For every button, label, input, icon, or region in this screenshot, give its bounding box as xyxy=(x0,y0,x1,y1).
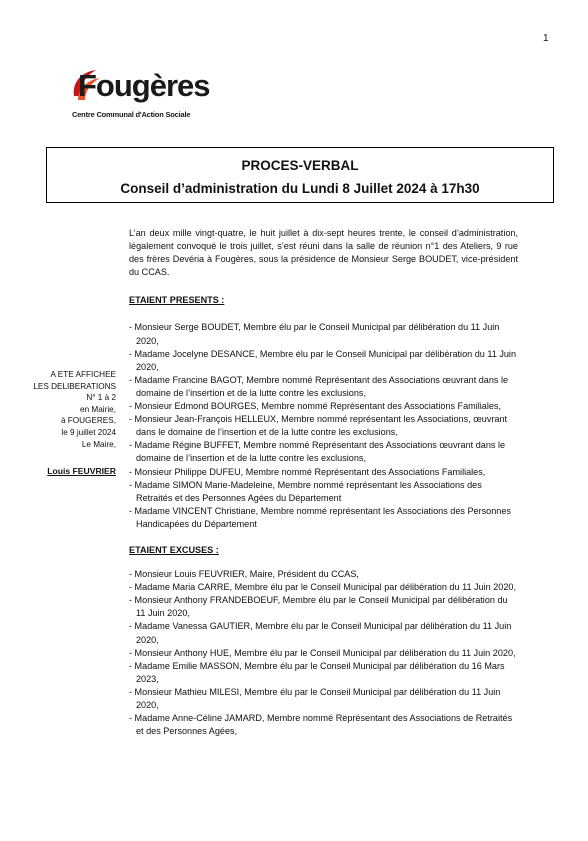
list-item: - Madame Jocelyne DESANCE, Membre élu par le Conseil Municipal par délibération du 11 Juin 2020, xyxy=(129,348,517,372)
list-item: - Madame Maria CARRE, Membre élu par le Conseil Municipal par délibération du 11 Juin 2020, xyxy=(129,582,517,593)
list-item: - Monsieur Mathieu MILESI, Membre élu par le Conseil Municipal par délibération du 11 Juin 2020, xyxy=(129,686,501,710)
list-item: - Monsieur Edmond BOURGES, Membre nommé Représentant des Associations Familiales, xyxy=(129,401,501,412)
list-item: - Monsieur Philippe DUFEU, Membre nommé Représentant des Associations Familiales, xyxy=(129,466,486,477)
excuses-heading: ETAIENT EXCUSES : xyxy=(129,544,219,555)
list-item: - Madame Vanessa GAUTIER, Membre élu par le Conseil Municipal par délibération du 11 Juin 2020, xyxy=(129,621,512,645)
list-item: - Madame Anne-Céline JAMARD, Membre nommé Représentant des Associations de Retraités et des Personnes Agées, xyxy=(129,713,513,737)
document-subtitle: Conseil d’administration du Lundi 8 Juillet 2024 à 17h30 xyxy=(120,181,480,196)
list-item: - Monsieur Anthony FRANDEBOEUF, Membre élu par le Conseil Municipal par délibération du 11 Juin 2020, xyxy=(129,595,508,619)
notice-line: Le Maire, xyxy=(81,439,116,449)
list-item: - Monsieur Jean-François HELLEUX, Membre nommé représentant les Associations, œuvrant dans le domaine de l’insertion et de la lutte contre les exclusions, xyxy=(129,414,508,438)
list-item: - Monsieur Anthony HUE, Membre élu par le Conseil Municipal par délibération du 11 Juin 2020, xyxy=(129,647,516,658)
document-title: PROCES-VERBAL xyxy=(241,158,359,173)
page-number: 1 xyxy=(543,33,549,44)
presents-list xyxy=(129,321,518,531)
list-item: - Madame Régine BUFFET, Membre nommé Représentant des Associations œuvrant dans le domaine de l’insertion et de la lutte contre les exclusions, xyxy=(129,440,506,464)
notice-line: N° 1 à 2 xyxy=(86,393,116,403)
notice-line: à FOUGERES, xyxy=(60,416,116,426)
logo-wordmark: Fougères xyxy=(78,68,210,103)
list-item: - Madame Emilie MASSON, Membre élu par le Conseil Municipal par délibération du 16 Mars 2023, xyxy=(129,660,505,684)
logo-subtitle: Centre Communal d'Action Sociale xyxy=(72,110,191,119)
notice-line: le 9 juillet 2024 xyxy=(61,427,116,437)
list-item: - Monsieur Serge BOUDET, Membre élu par le Conseil Municipal par délibération du 11 Juin 2020, xyxy=(129,322,500,346)
posting-notice xyxy=(20,369,116,478)
notice-line: A ETE AFFICHEE xyxy=(50,370,116,379)
excuses-list xyxy=(129,568,518,738)
list-item: - Madame Francine BAGOT, Membre nommé Représentant des Associations œuvrant dans le domaine de l’insertion et de la lutte contre les exclusions, xyxy=(129,374,509,398)
list-item: - Madame SIMON Marie-Madeleine, Membre nommé représentant les Associations des Retraités et des Personnes Agées du Département xyxy=(129,479,482,503)
document-body xyxy=(129,227,518,738)
notice-line: LES DELIBERATIONS xyxy=(33,381,116,391)
notice-signer: Louis FEUVRIER xyxy=(47,466,116,477)
presents-heading: ETAIENT PRESENTS : xyxy=(129,295,225,306)
intro-paragraph: L’an deux mille vingt-quatre, le huit juillet à dix-sept heures trente, le conseil d’administration, légalement convoqué le trois juillet, s’est réuni dans la salle de réunion n°1 des Ateliers, 9 rue des frères Devéria à Fougères, sous la présidence de Monsieur Serge BOUDET, vice-président du CCAS. xyxy=(129,228,518,278)
list-item: - Madame VINCENT Christiane, Membre nommé représentant les Associations des Personnes Handicapées du Département xyxy=(129,505,511,529)
title-box xyxy=(46,147,554,203)
fougeres-logo xyxy=(68,66,218,122)
notice-line: en Mairie, xyxy=(80,404,116,414)
list-item: - Monsieur Louis FEUVRIER, Maire, Président du CCAS, xyxy=(129,569,359,580)
